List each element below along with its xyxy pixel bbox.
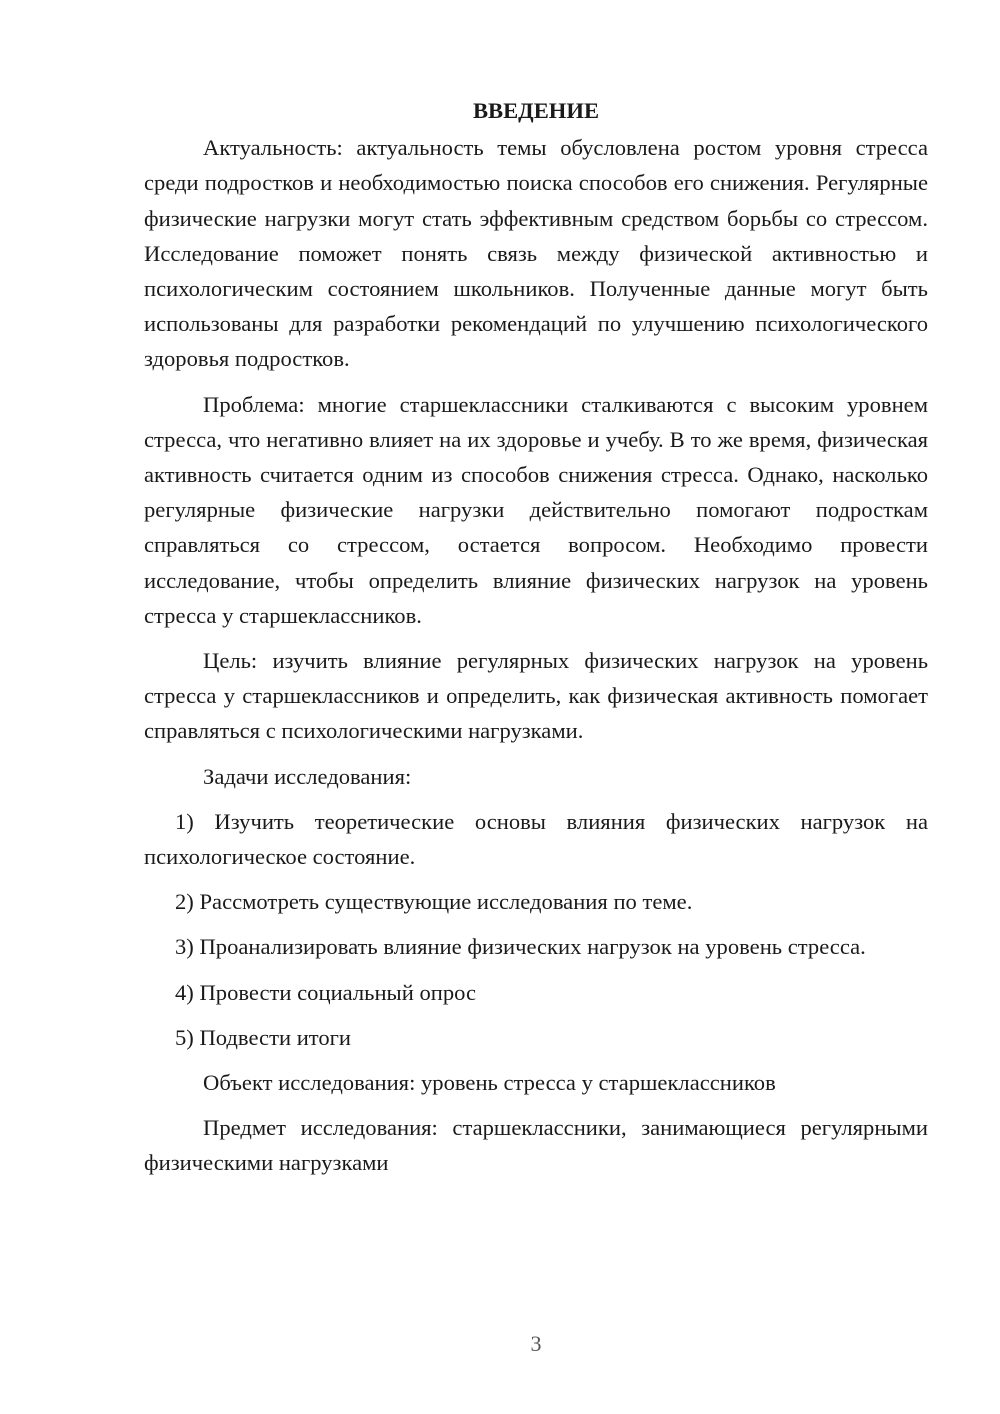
paragraph-problem: Проблема: многие старшеклассники сталкиваются с высоким уровнем стресса, что негативно влияет на их здоровье и учебу. В то же время, физическая активность считается одним из способов снижения стресса. Однако, насколько регулярные физические нагрузки действительно помогают подросткам справляться со стрессом, остается вопросом. Необходимо провести исследование, чтобы определить влияние физических нагрузок на уровень стресса у старшеклассников.	[144, 391, 928, 628]
task-item-4: 4) Провести социальный опрос	[175, 979, 477, 1005]
task-item-1: 1) Изучить теоретические основы влияния физических нагрузок на психологическое состояние.	[144, 808, 928, 870]
task-item-2: 2) Рассмотреть существующие исследования по теме.	[175, 889, 693, 915]
task-item-5: 5) Подвести итоги	[175, 1024, 352, 1050]
paragraph-object: Объект исследования: уровень стресса у старшеклассников	[203, 1070, 776, 1096]
page-title: ВВЕДЕНИЕ	[472, 98, 600, 123]
page-content	[144, 93, 928, 1191]
paragraph-subject: Предмет исследования: старшеклассники, занимающиеся регулярными физическими нагрузками	[144, 1115, 928, 1176]
tasks-heading: Задачи исследования:	[203, 763, 412, 789]
paragraph-goal: Цель: изучить влияние регулярных физических нагрузок на уровень стресса у старшеклассников и определить, как физическая активность помогает справляться с психологическими нагрузками.	[144, 648, 928, 744]
page-number: 3	[530, 1331, 542, 1356]
task-item-3: 3) Проанализировать влияние физических нагрузок на уровень стресса.	[175, 934, 866, 960]
paragraph-relevance: Актуальность: актуальность темы обусловлена ростом уровня стресса среди подростков и необходимостью поиска способов его снижения. Регулярные физические нагрузки могут стать эффективным средством борьбы со стрессом. Исследование поможет понять связь между физической активностью и психологическим состоянием школьников. Полученные данные могут быть использованы для разработки рекомендаций по улучшению психологического здоровья подростков.	[144, 135, 928, 372]
